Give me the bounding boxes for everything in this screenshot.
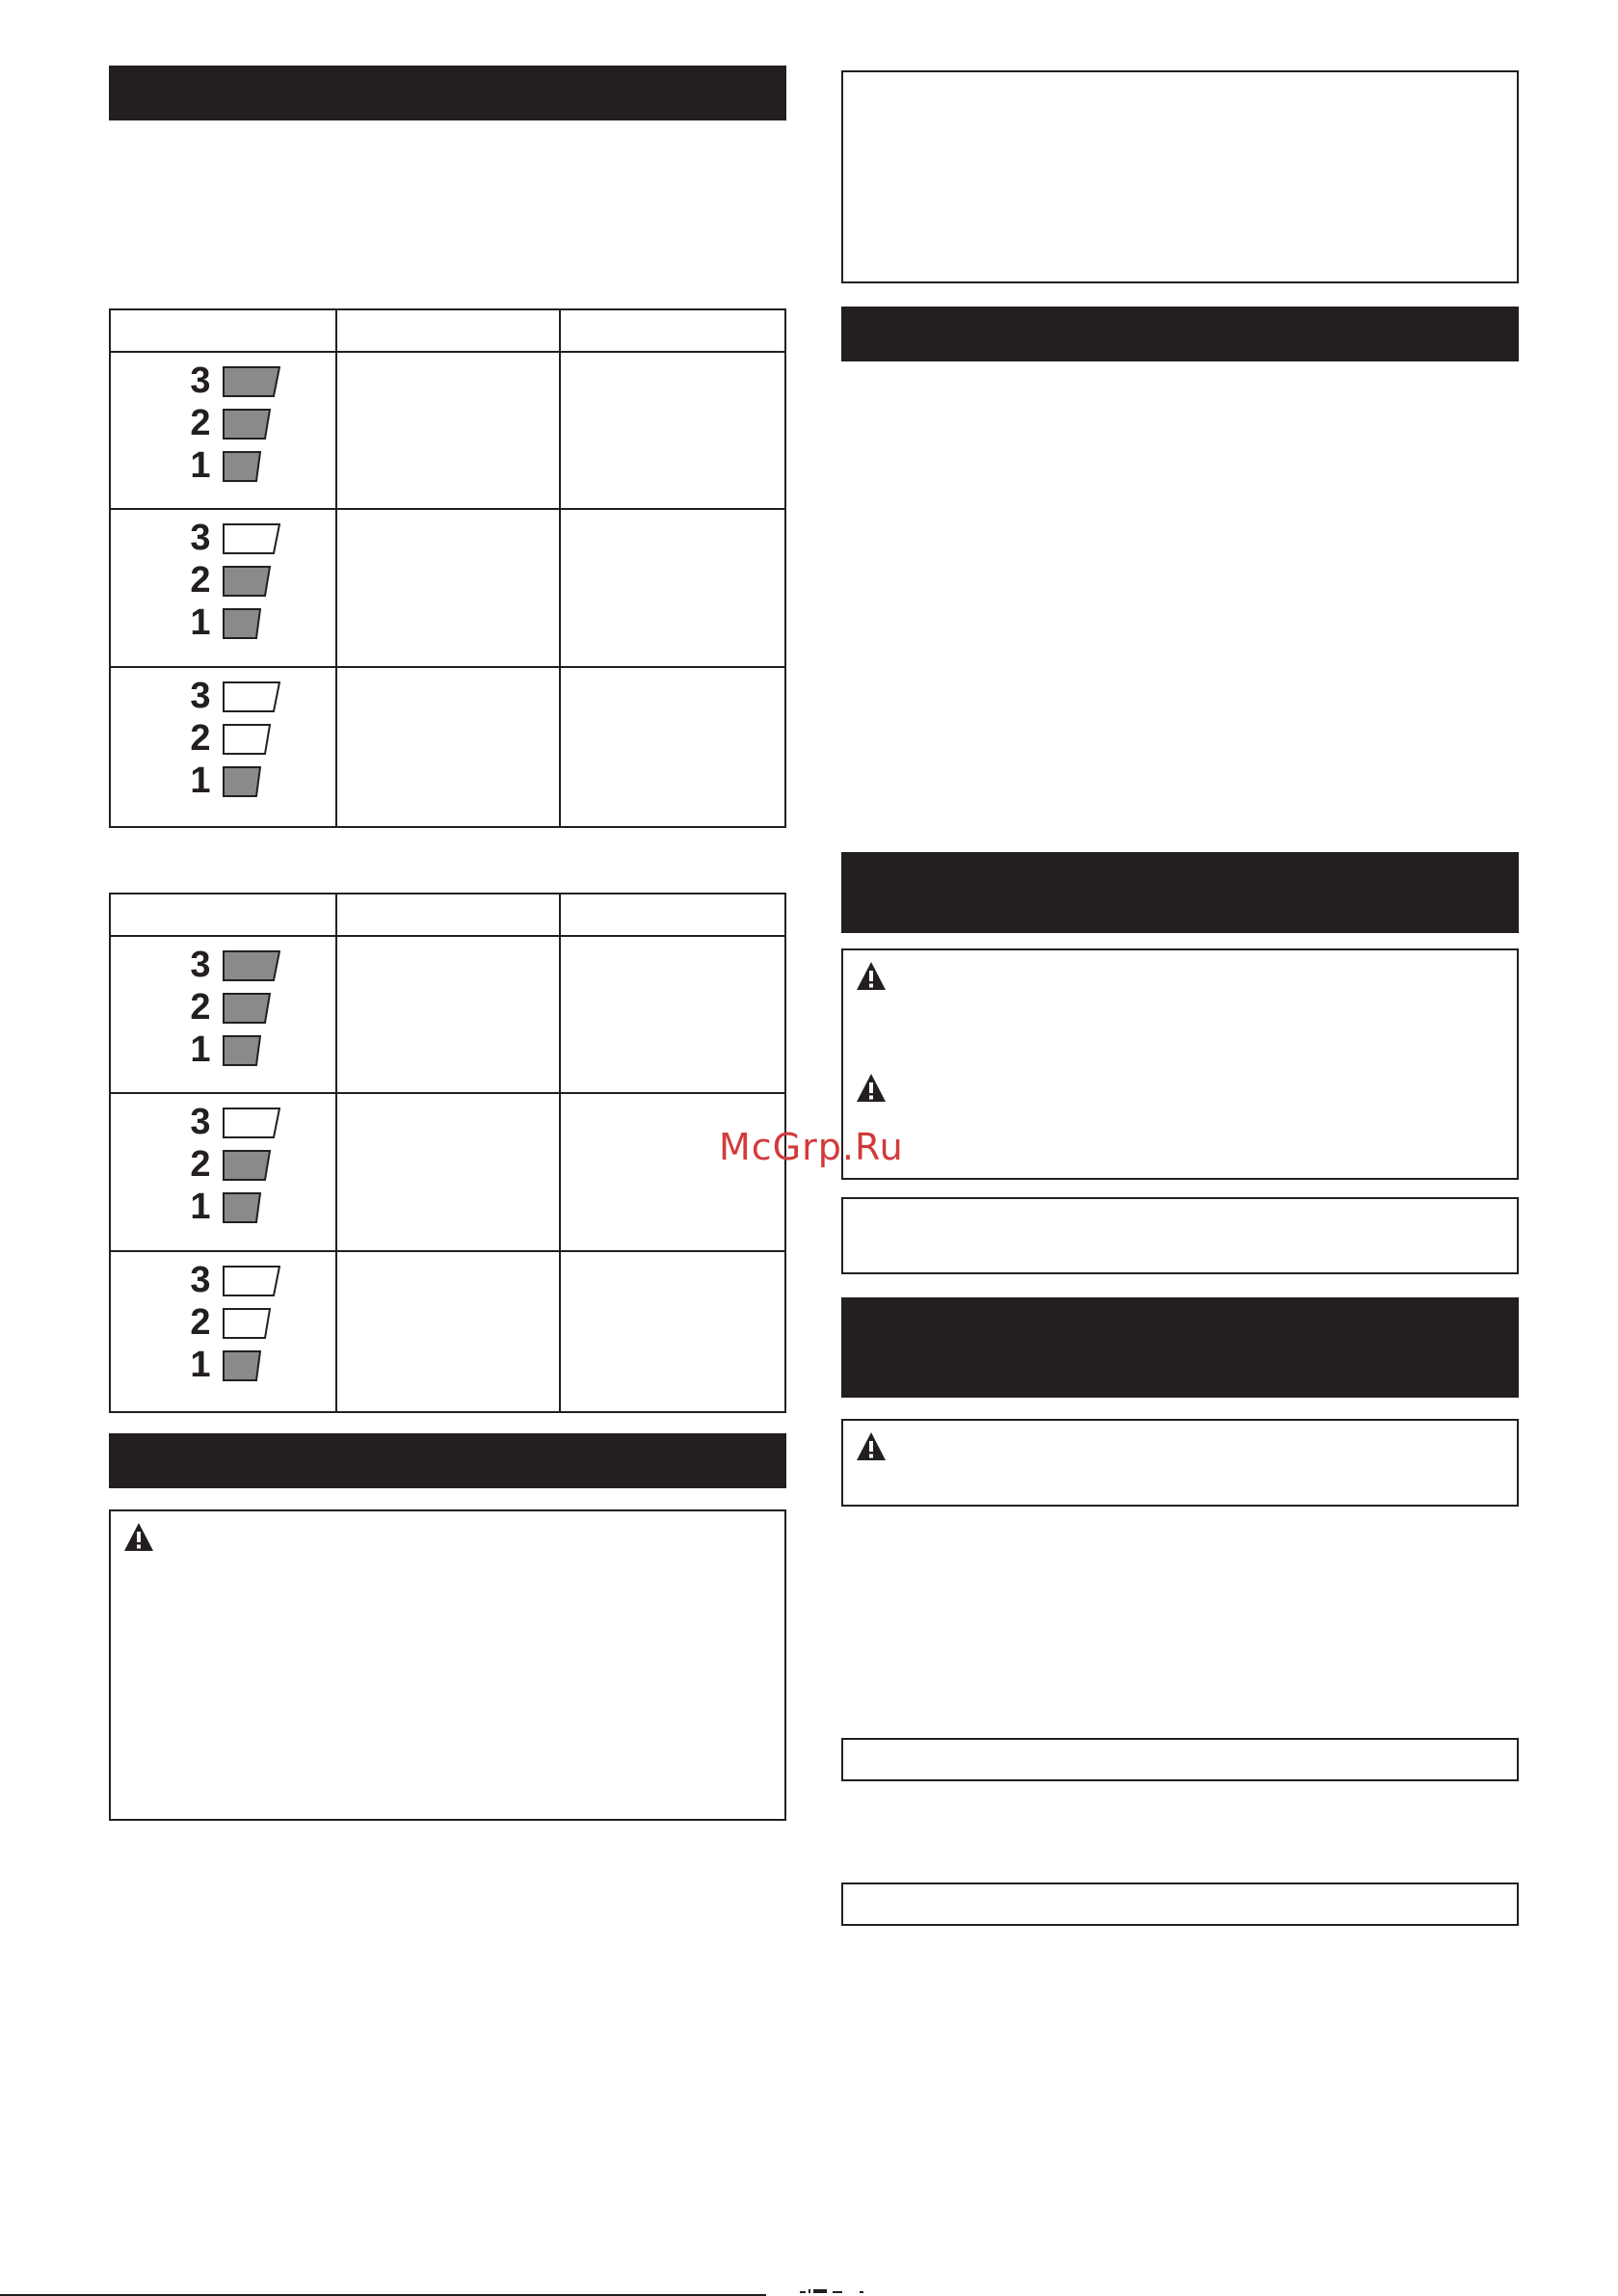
battery-segment-lit-icon <box>223 993 271 1024</box>
battery-level-number: 3 <box>190 1102 211 1142</box>
battery-segment-lit-icon <box>223 451 261 482</box>
battery-level-number: 2 <box>190 1302 211 1343</box>
battery-segment-lit-icon <box>223 950 280 981</box>
table-row <box>111 668 335 826</box>
warning-triangle-icon <box>122 1521 155 1554</box>
section-header-bar <box>109 66 786 120</box>
battery-level-number: 1 <box>190 445 211 486</box>
note-box <box>841 1882 1519 1926</box>
warning-triangle-icon <box>855 1430 888 1463</box>
battery-segment-lit-icon <box>223 1150 271 1181</box>
warning-box <box>109 1509 786 1821</box>
table-row <box>111 937 335 1092</box>
battery-level-number: 2 <box>190 560 211 601</box>
battery-segment-unlit-icon <box>223 724 271 755</box>
battery-level-number: 2 <box>190 718 211 759</box>
battery-segment-unlit-icon <box>223 681 280 712</box>
note-box <box>841 1197 1519 1274</box>
section-header-bar <box>109 1433 786 1488</box>
battery-level-number: 2 <box>190 403 211 443</box>
battery-level-number: 2 <box>190 987 211 1028</box>
warning-box <box>841 1419 1519 1507</box>
table-row <box>111 510 335 666</box>
battery-segment-lit-icon <box>223 366 280 397</box>
footer-mark <box>800 2288 896 2294</box>
section-header-bar <box>841 852 1519 933</box>
battery-segment-lit-icon <box>223 566 271 597</box>
battery-segment-lit-icon <box>223 409 271 440</box>
battery-segment-unlit-icon <box>223 523 280 554</box>
battery-level-number: 1 <box>190 602 211 643</box>
section-header-bar <box>841 1297 1519 1398</box>
table-row <box>111 353 335 508</box>
battery-segment-unlit-icon <box>223 1108 280 1138</box>
battery-segment-unlit-icon <box>223 1308 271 1339</box>
battery-level-number: 2 <box>190 1144 211 1185</box>
indicator-table-2 <box>109 893 786 1413</box>
indicator-table-1 <box>109 308 786 828</box>
battery-level-number: 1 <box>190 1345 211 1385</box>
warning-triangle-icon <box>855 960 888 993</box>
battery-level-number: 3 <box>190 518 211 558</box>
battery-level-number: 1 <box>190 1187 211 1227</box>
battery-segment-lit-icon <box>223 766 261 797</box>
table-row <box>111 1252 335 1411</box>
battery-level-number: 3 <box>190 1260 211 1300</box>
table-row <box>111 1094 335 1250</box>
battery-segment-lit-icon <box>223 1035 261 1066</box>
watermark: McGrp.Ru <box>719 1126 904 1168</box>
battery-level-number: 3 <box>190 360 211 401</box>
battery-segment-unlit-icon <box>223 1266 280 1296</box>
battery-segment-lit-icon <box>223 1192 261 1223</box>
note-box <box>841 1738 1519 1781</box>
battery-level-number: 3 <box>190 676 211 716</box>
section-header-bar <box>841 307 1519 361</box>
warning-triangle-icon <box>855 1072 888 1105</box>
battery-segment-lit-icon <box>223 1350 261 1381</box>
battery-level-number: 1 <box>190 761 211 801</box>
battery-segment-lit-icon <box>223 608 261 639</box>
note-box <box>841 70 1519 283</box>
warning-box <box>841 948 1519 1180</box>
battery-level-number: 1 <box>190 1029 211 1070</box>
battery-level-number: 3 <box>190 945 211 985</box>
